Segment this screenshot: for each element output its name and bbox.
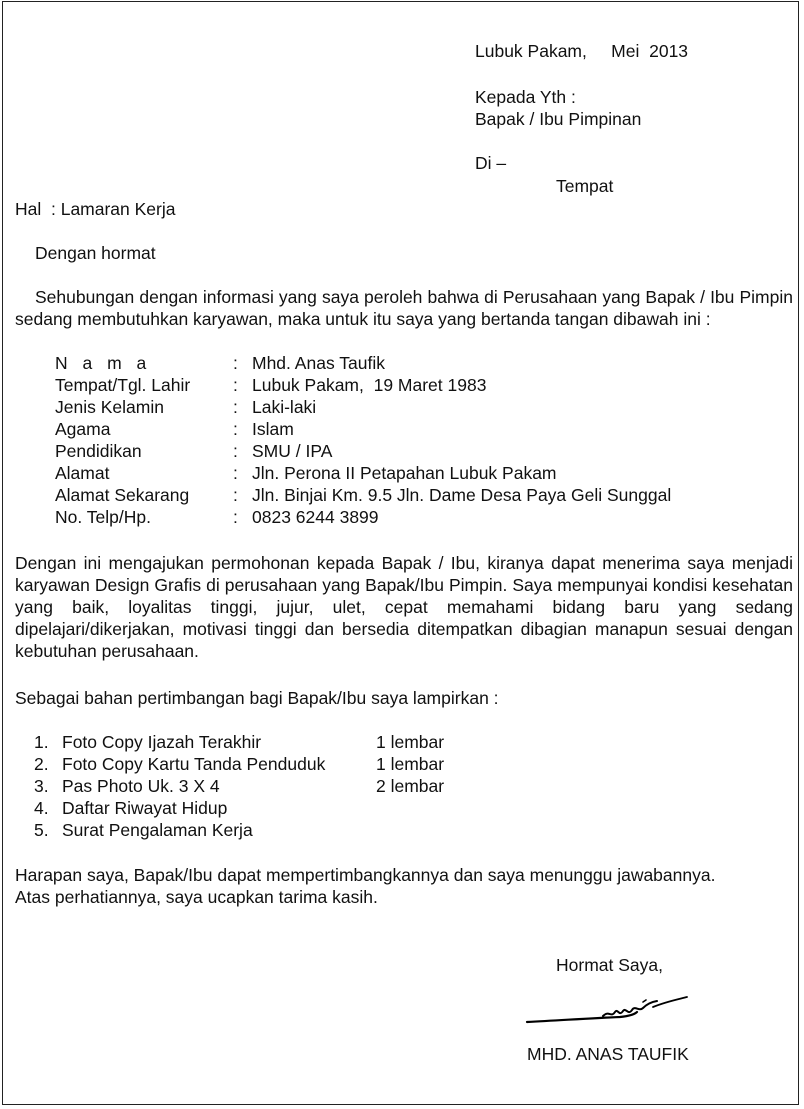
detail-value: 0823 6244 3899 xyxy=(252,507,379,527)
detail-value: Lubuk Pakam, 19 Maret 1983 xyxy=(252,375,487,395)
list-text: Foto Copy Ijazah Terakhir xyxy=(62,732,262,752)
detail-colon: : xyxy=(233,353,238,373)
list-number: 1. xyxy=(34,732,49,752)
detail-label: Agama xyxy=(55,419,111,439)
sign-off: Hormat Saya, xyxy=(556,955,663,975)
closing-line1: Harapan saya, Bapak/Ibu dapat mempertimbangkannya dan saya menunggu jawabannya. xyxy=(15,865,716,885)
list-number: 3. xyxy=(34,776,49,796)
detail-label: Jenis Kelamin xyxy=(55,397,164,417)
list-text: Daftar Riwayat Hidup xyxy=(62,798,228,818)
recipient-line1: Kepada Yth : xyxy=(475,87,576,107)
detail-colon: : xyxy=(233,375,238,395)
detail-value: Jln. Perona II Petapahan Lubuk Pakam xyxy=(252,463,557,483)
detail-label: Alamat xyxy=(55,463,110,483)
detail-value: SMU / IPA xyxy=(252,441,333,461)
closing-line2: Atas perhatiannya, saya ucapkan tarima kasih. xyxy=(15,887,378,907)
list-text: Surat Pengalaman Kerja xyxy=(62,820,253,840)
list-number: 5. xyxy=(34,820,49,840)
detail-value: Jln. Binjai Km. 9.5 Jln. Dame Desa Paya Geli Sunggal xyxy=(252,485,672,505)
place-date: Lubuk Pakam, Mei 2013 xyxy=(475,41,689,61)
detail-label: No. Telp/Hp. xyxy=(55,507,151,527)
detail-colon: : xyxy=(233,463,238,483)
detail-colon: : xyxy=(233,485,238,505)
list-number: 4. xyxy=(34,798,49,818)
recipient-tempat: Tempat xyxy=(556,176,614,196)
detail-colon: : xyxy=(233,441,238,461)
application-paragraph: Dengan ini mengajukan permohonan kepada Bapak / Ibu, kiranya dapat menerima saya menjadi karyawan Design Grafis di perusahaan yang Bapak/Ibu Pimpin. Saya mempunyai kondisi kesehatan yang baik, loyalitas tinggi, jujur, ulet, cepat memahami bidang baru yang sedang dipelajari/dikerjakan, motivasi tinggi dan bersedia ditempatkan dibagian manapun sesuai dengan kebutuhan perusahaan. xyxy=(15,553,793,661)
detail-colon: : xyxy=(233,507,238,527)
list-quantity: 1 lembar xyxy=(376,732,445,752)
detail-colon: : xyxy=(233,419,238,439)
list-text: Pas Photo Uk. 3 X 4 xyxy=(62,776,220,796)
detail-label: Tempat/Tgl. Lahir xyxy=(55,375,191,395)
detail-colon: : xyxy=(233,397,238,417)
detail-label: Alamat Sekarang xyxy=(55,485,190,505)
subject-line: Hal : Lamaran Kerja xyxy=(15,199,176,219)
list-text: Foto Copy Kartu Tanda Penduduk xyxy=(62,754,326,774)
detail-value: Laki-laki xyxy=(252,397,317,417)
detail-label: N a m a xyxy=(55,353,152,373)
list-quantity: 1 lembar xyxy=(376,754,445,774)
detail-value: Mhd. Anas Taufik xyxy=(252,353,385,373)
attachments-intro: Sebagai bahan pertimbangan bagi Bapak/Ibu saya lampirkan : xyxy=(15,688,499,708)
recipient-line2: Bapak / Ibu Pimpinan xyxy=(475,109,642,129)
handwritten-signature xyxy=(525,990,695,1030)
greeting: Dengan hormat xyxy=(35,243,156,263)
detail-value: Islam xyxy=(252,419,294,439)
list-quantity: 2 lembar xyxy=(376,776,445,796)
intro-paragraph: Sehubungan dengan informasi yang saya peroleh bahwa di Perusahaan yang Bapak / Ibu Pimpin sedang membutuhkan karyawan, maka untuk itu saya yang bertanda tangan dibawah ini : xyxy=(15,287,793,329)
recipient-di: Di – xyxy=(475,153,507,173)
list-number: 2. xyxy=(34,754,49,774)
signatory-name: MHD. ANAS TAUFIK xyxy=(527,1044,689,1064)
detail-label: Pendidikan xyxy=(55,441,142,461)
